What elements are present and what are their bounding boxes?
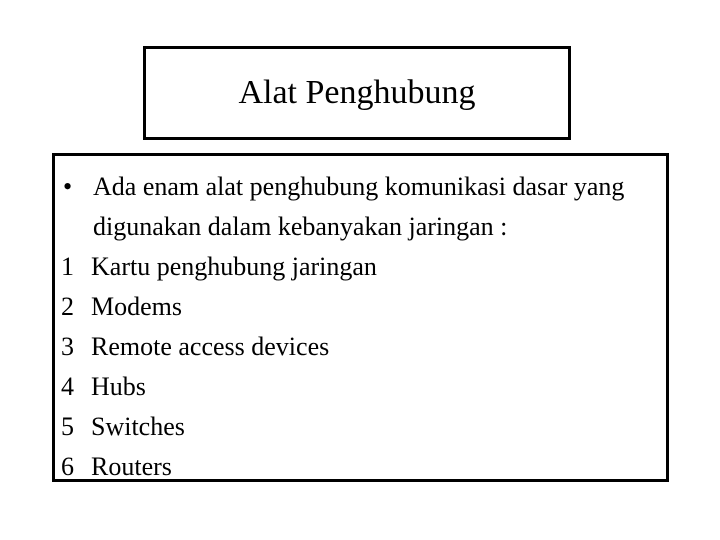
bullet-list (61, 167, 662, 487)
item-number: 5 (61, 412, 74, 441)
intro-text: Ada enam alat penghubung komunikasi dasar yang digunakan dalam kebanyakan jaringan : (93, 172, 625, 241)
list-item-2 (61, 287, 662, 327)
intro-item (61, 167, 662, 247)
list-item-3 (61, 327, 662, 367)
list-item-1 (61, 247, 662, 287)
item-text: Hubs (91, 372, 146, 401)
item-text: Routers (91, 452, 172, 481)
item-text: Modems (91, 292, 182, 321)
list-item-4 (61, 367, 662, 407)
item-number: 1 (61, 252, 74, 281)
item-number: 3 (61, 332, 74, 361)
bullet-marker: • (63, 172, 73, 201)
item-number: 2 (61, 292, 74, 321)
content-box (52, 153, 669, 482)
item-text: Switches (91, 412, 185, 441)
item-text: Kartu penghubung jaringan (91, 252, 377, 281)
title-box (143, 46, 571, 140)
list-item-5 (61, 407, 662, 447)
slide-title: Alat Penghubung (238, 74, 476, 111)
item-number: 4 (61, 372, 74, 401)
item-number: 6 (61, 452, 74, 481)
list-item-6 (61, 447, 662, 487)
item-text: Remote access devices (91, 332, 330, 361)
